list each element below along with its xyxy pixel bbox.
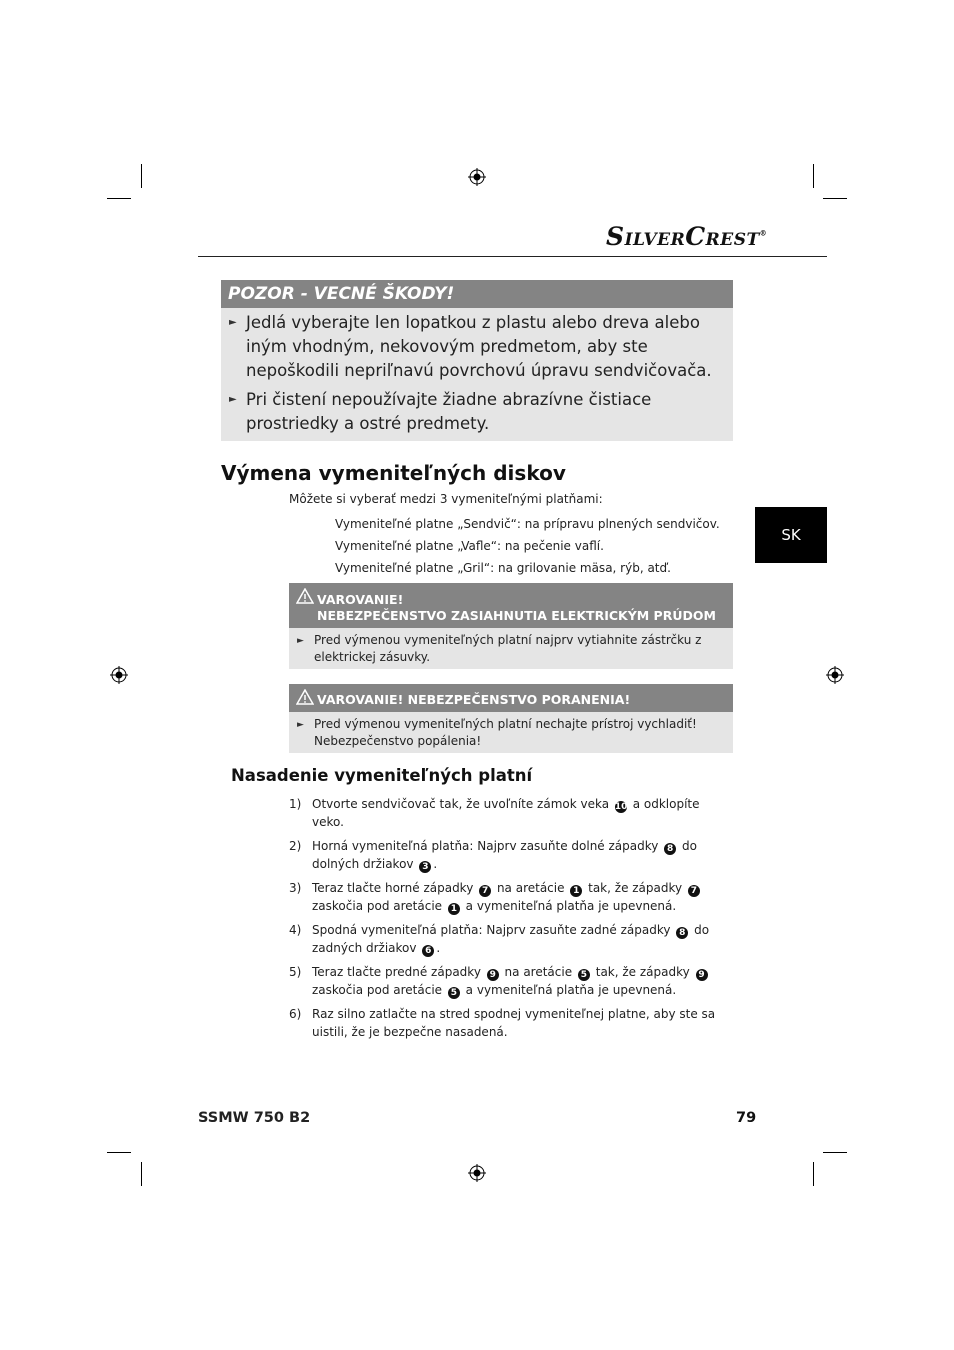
reference-number-badge: 8 (664, 843, 676, 855)
reference-number-badge: 1 (448, 903, 460, 915)
step-text: zaskočia pod aretácie (312, 983, 446, 997)
warning-electric-line1: VAROVANIE! (317, 592, 404, 607)
crop-mark (107, 1152, 131, 1153)
step-text: tak, že západky (584, 881, 686, 895)
plate-item: Vymeniteľné platne „Gril“: na grilovanie mäsa, rýb, atď. (335, 561, 671, 575)
step-text: do dolných držiakov (312, 839, 697, 871)
crop-mark (813, 1162, 814, 1186)
warning-electric-box (289, 583, 733, 669)
reference-number-badge: 9 (487, 969, 499, 981)
step-text: a vymeniteľná platňa je upevnená. (461, 983, 677, 997)
warning-electric-item: ► Pred výmenou vymeniteľných platní najprv vytiahnite zástrčku z elektrickej zásuvky. (297, 633, 702, 664)
step-text: a odklopíte veko. (312, 797, 700, 829)
header-rule (198, 256, 827, 257)
warning-triangle-icon (296, 689, 314, 705)
steps-list (289, 795, 735, 1047)
step-text: Teraz tlačte horné západky (312, 881, 478, 895)
reference-number-badge: 10 (614, 802, 628, 812)
step-text: Spodná vymeniteľná platňa: Najprv zasuňte zadné západky (312, 923, 675, 937)
subsection-title: Nasadenie vymeniteľných platní (231, 766, 533, 785)
warning-electric-line2: NEBEZPEČENSTVO ZASIAHNUTIA ELEKTRICKÝM PRÚDOM (317, 608, 716, 623)
arrow-bullet-icon: ► (297, 720, 304, 730)
reference-number-badge: 9 (696, 969, 708, 981)
step-item (289, 795, 735, 831)
warning-electric-header (289, 583, 733, 628)
model-number: SSMW 750 B2 (198, 1110, 311, 1126)
registration-mark-icon (468, 168, 486, 186)
crop-mark (813, 164, 814, 188)
reference-number-badge: 5 (448, 987, 460, 999)
registration-mark-icon (826, 666, 844, 684)
crop-mark (141, 1162, 142, 1186)
reference-number-badge: 1 (570, 885, 582, 897)
registration-mark-icon (468, 1164, 486, 1182)
step-text: Teraz tlačte predné západky (312, 965, 485, 979)
plate-item: Vymeniteľné platne „Vafle“: na pečenie vaflí. (335, 539, 604, 553)
step-number: 5) (289, 965, 302, 979)
reference-number-badge: 5 (578, 969, 590, 981)
page-number: 79 (736, 1110, 757, 1126)
crop-mark (107, 198, 131, 199)
registration-mark-icon (110, 666, 128, 684)
arrow-bullet-icon: ► (229, 394, 237, 405)
step-text: do zadných držiakov (312, 923, 710, 955)
step-text: . (433, 857, 438, 871)
warning-injury-header: VAROVANIE! NEBEZPEČENSTVO PORANENIA! (289, 684, 733, 712)
reference-number-badge: 6 (422, 945, 434, 957)
step-text: . (436, 941, 441, 955)
step-number: 4) (289, 923, 302, 937)
step-item (289, 1005, 735, 1041)
notice-item: ► Pri čistení nepoužívajte žiadne abrazívne čistiace prostriedky a ostré predmety. (229, 390, 652, 433)
step-text: na aretácie (493, 881, 569, 895)
arrow-bullet-icon: ► (297, 636, 304, 646)
step-text: tak, že západky (591, 965, 694, 979)
step-text: na aretácie (500, 965, 576, 979)
plate-item: Vymeniteľné platne „Sendvič“: na prípravu plnených sendvičov. (335, 517, 720, 531)
warning-triangle-icon (296, 588, 314, 604)
step-item (289, 837, 735, 873)
crop-mark (823, 198, 847, 199)
notice-title: POZOR - VECNÉ ŠKODY! (221, 280, 733, 308)
language-tab: SK (755, 507, 827, 563)
step-item (289, 921, 735, 957)
arrow-bullet-icon: ► (229, 317, 237, 328)
notice-box (221, 280, 733, 441)
step-number: 1) (289, 797, 302, 811)
step-text: Raz silno zatlačte na stred spodnej vymeniteľnej platne, aby ste sa uistili, že je bezpečne nasadená. (312, 1007, 716, 1039)
step-text: Horná vymeniteľná platňa: Najprv zasuňte dolné západky (312, 839, 663, 853)
warning-injury-box (289, 684, 733, 753)
step-number: 3) (289, 881, 302, 895)
reference-number-badge: 7 (479, 885, 491, 897)
step-number: 2) (289, 839, 302, 853)
reference-number-badge: 8 (676, 927, 688, 939)
notice-item: ► Jedlá vyberajte len lopatkou z plastu alebo dreva alebo iným vhodným, nekovovým predmetom, aby ste nepoškodili nepriľnavú povrchovú úpravu sendvičovača. (229, 313, 712, 380)
step-text: zaskočia pod aretácie (312, 899, 446, 913)
warning-injury-item: ► Pred výmenou vymeniteľných platní nechajte prístroj vychladiť! Nebezpečenstvo popálenia! (297, 717, 697, 748)
section-title: Výmena vymeniteľných diskov (221, 461, 566, 485)
crop-mark (141, 164, 142, 188)
reference-number-badge: 3 (419, 861, 431, 873)
section-intro: Môžete si vyberať medzi 3 vymeniteľnými platňami: (289, 492, 603, 506)
step-item (289, 879, 735, 915)
step-text: a vymeniteľná platňa je upevnená. (461, 899, 677, 913)
step-number: 6) (289, 1007, 302, 1021)
brand-logo: SILVERCREST® (606, 222, 768, 251)
crop-mark (823, 1152, 847, 1153)
reference-number-badge: 7 (688, 885, 700, 897)
step-text: Otvorte sendvičovač tak, že uvoľníte zámok veka (312, 797, 613, 811)
step-item (289, 963, 735, 999)
